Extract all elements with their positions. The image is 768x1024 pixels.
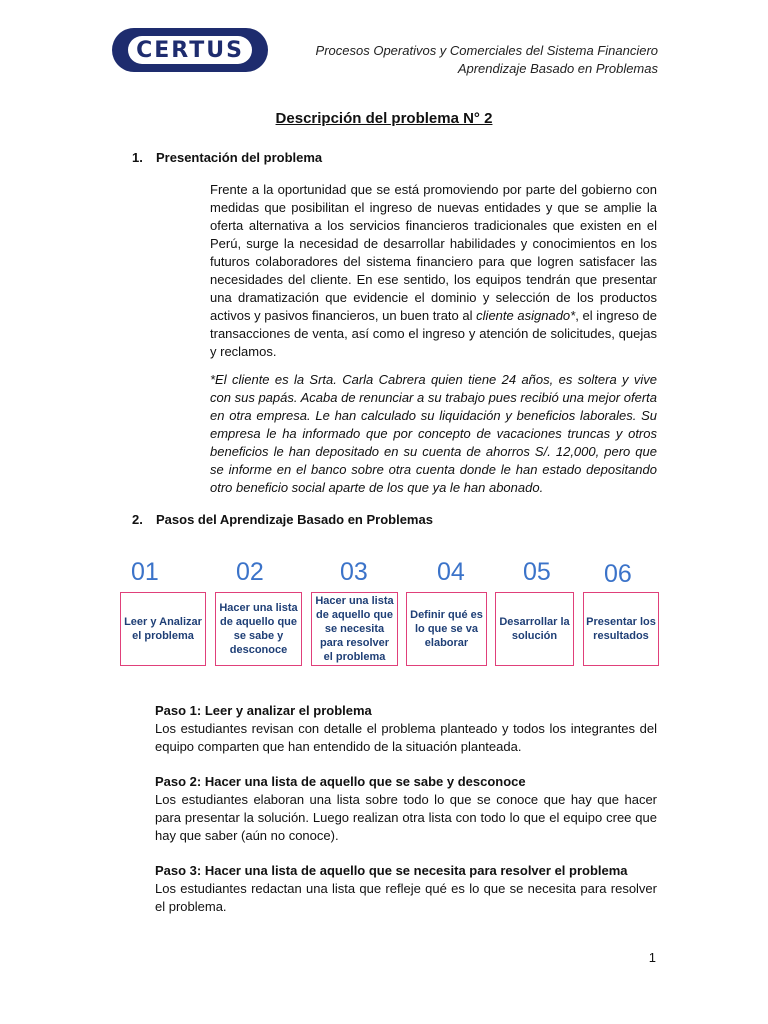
section-1-number: 1. (132, 150, 143, 165)
section-2-title: Pasos del Aprendizaje Basado en Problemas (156, 512, 433, 527)
paragraph-text: Frente a la oportunidad que se está promoviendo por parte del gobierno con medidas que posibilitan el ingreso de nuevas entidades y que se amplie la oferta alternativa a los servicios financieros tradicionales que existen en el Perú, surge la necesidad de desarrollar habilidades y conocimientos en los futuros colaboradores del sistema financiero para que logren satisfacer las necesidades del cliente. En ese sentido, los equipos tendrán que presentar una dramatización que evidencie el dominio y selección de los productos activos y pasivos financieros, un buen trato al (210, 182, 657, 323)
step-number-06: 06 (604, 560, 632, 588)
paragraph-text-end: , el ingreso de transacciones de venta, así como el ingreso y atención de solicitudes, quejas y reclamos. (210, 308, 657, 359)
step-box-05: Desarrollar la solución (495, 592, 574, 666)
step-1-title: Paso 1: Leer y analizar el problema (155, 703, 372, 718)
problem-presentation-paragraph (210, 181, 657, 361)
step-2-title: Paso 2: Hacer una lista de aquello que se sabe y desconoce (155, 774, 526, 789)
step-box-03: Hacer una lista de aquello que se necesita para resolver el problema (311, 592, 398, 666)
step-1-description (155, 702, 657, 756)
step-number-04: 04 (437, 558, 465, 586)
header-course-name: Procesos Operativos y Comerciales del Sistema Financiero (315, 43, 658, 58)
step-3-title: Paso 3: Hacer una lista de aquello que se necesita para resolver el problema (155, 863, 628, 878)
section-1-heading (132, 150, 322, 165)
section-2-heading (132, 512, 433, 527)
header-methodology: Aprendizaje Basado en Problemas (457, 61, 658, 76)
page-number: 1 (648, 950, 656, 965)
step-box-02: Hacer una lista de aquello que se sabe y desconoce (215, 592, 302, 666)
step-box-06: Presentar los resultados (583, 592, 659, 666)
page-title: Descripción del problema N° 2 (275, 110, 493, 127)
section-2-number: 2. (132, 512, 143, 527)
assigned-client-emphasis: cliente asignado* (476, 308, 576, 323)
step-1-text: Los estudiantes revisan con detalle el problema planteado y todos los integrantes del equipo comparten que han entendido de la situación planteada. (155, 721, 657, 754)
step-3-text: Los estudiantes redactan una lista que refleje qué es lo que se necesita para resolver el problema. (155, 881, 657, 914)
document-header (316, 42, 658, 78)
step-number-03: 03 (340, 558, 368, 586)
client-description-paragraph: *El cliente es la Srta. Carla Cabrera quien tiene 24 años, es soltera y vive con sus papás. Acaba de renunciar a su trabajo pues recibió una mejor oferta en otra empresa. Le han calculado su liquidación y beneficios laborales. Su empresa le ha informado que por concepto de vacaciones truncas y otros beneficios le han depositado en su cuenta de ahorros S/. 12,000, pero que se informe en el banco sobre otra cuenta donde le han estado depositando otro beneficio social aparte de los que ya le han abonado. (210, 372, 657, 495)
step-box-04: Definir qué es lo que se va elaborar (406, 592, 487, 666)
certus-logo (112, 28, 268, 72)
step-3-description (155, 862, 657, 916)
step-number-01: 01 (131, 558, 159, 586)
section-1-title: Presentación del problema (156, 150, 323, 165)
step-2-description (155, 773, 657, 845)
step-box-01: Leer y Analizar el problema (120, 592, 206, 666)
step-number-02: 02 (236, 558, 264, 586)
step-number-05: 05 (523, 558, 551, 586)
logo-text: CERTUS (128, 36, 252, 64)
step-2-text: Los estudiantes elaboran una lista sobre todo lo que se conoce que hay que hacer para presentar la solución. Luego realizan otra lista con todo lo que el equipo cree que hay que saber (aún no conoce). (155, 792, 657, 843)
